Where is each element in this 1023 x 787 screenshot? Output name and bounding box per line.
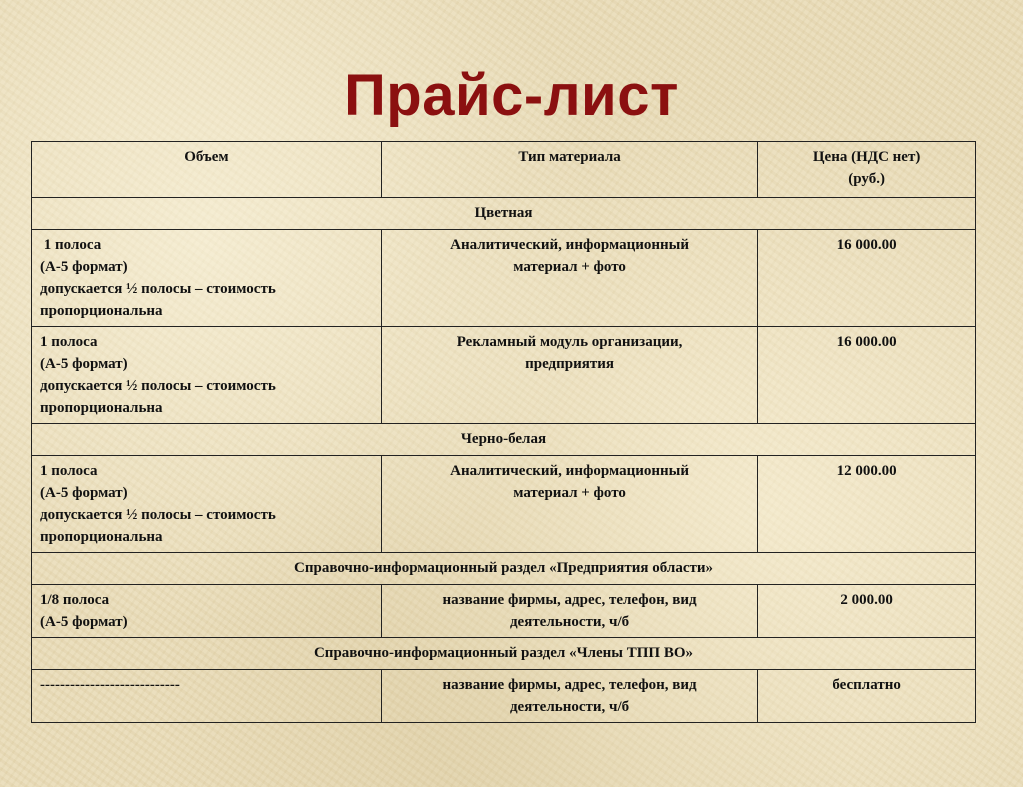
- volume-line: (А-5 формат): [40, 614, 128, 630]
- volume-line: 1/8 полоса: [40, 592, 110, 608]
- volume-line: (А-5 формат): [40, 485, 128, 501]
- price-table: [31, 141, 976, 723]
- material-cell: [381, 456, 757, 553]
- material-line: материал + фото: [513, 259, 626, 275]
- volume-cell: [32, 327, 382, 424]
- section-directory-enterprises: Справочно-информационный раздел «Предприятия области»: [32, 553, 976, 585]
- volume-cell: [32, 670, 382, 723]
- material-line: деятельности, ч/б: [509, 699, 630, 715]
- price-cell: бесплатно: [758, 670, 976, 723]
- section-row-color: [32, 198, 976, 230]
- material-cell: [381, 327, 757, 424]
- price-cell: 16 000.00: [758, 230, 976, 327]
- section-black-white: Черно-белая: [32, 424, 976, 456]
- material-cell: [381, 230, 757, 327]
- table-row: [32, 456, 976, 553]
- volume-line: 1 полоса: [40, 463, 98, 479]
- material-cell: [381, 670, 757, 723]
- volume-line: допускается ½ полосы – стоимость: [40, 378, 276, 394]
- table-row: [32, 230, 976, 327]
- price-cell: 2 000.00: [758, 585, 976, 638]
- volume-line: 1 полоса: [40, 334, 98, 350]
- volume-line: (А-5 формат): [40, 356, 128, 372]
- page-title: Прайс-лист: [344, 63, 679, 128]
- material-line: деятельности, ч/б: [509, 614, 630, 630]
- header-price: [758, 142, 976, 198]
- header-material-type: Тип материала: [381, 142, 757, 198]
- table-row: [32, 327, 976, 424]
- volume-line: пропорциональна: [40, 529, 163, 545]
- volume-line: ----------------------------: [40, 677, 180, 693]
- material-line: название фирмы, адрес, телефон, вид: [442, 677, 697, 693]
- price-cell: 16 000.00: [758, 327, 976, 424]
- material-line: предприятия: [525, 356, 614, 372]
- volume-line: допускается ½ полосы – стоимость: [40, 507, 276, 523]
- header-price-line2: (руб.): [848, 171, 885, 187]
- header-price-line1: Цена (НДС нет): [812, 149, 921, 165]
- material-line: материал + фото: [513, 485, 626, 501]
- volume-cell: [32, 456, 382, 553]
- material-line: название фирмы, адрес, телефон, вид: [442, 592, 697, 608]
- material-cell: [381, 585, 757, 638]
- table-row: [32, 585, 976, 638]
- material-line: Аналитический, информационный: [450, 237, 689, 253]
- volume-cell: [32, 230, 382, 327]
- section-row-bw: [32, 424, 976, 456]
- volume-line: пропорциональна: [40, 303, 163, 319]
- volume-line: (А-5 формат): [40, 259, 128, 275]
- material-line: Аналитический, информационный: [450, 463, 689, 479]
- material-line: Рекламный модуль организации,: [456, 334, 683, 350]
- section-directory-members: Справочно-информационный раздел «Члены ТПП ВО»: [32, 638, 976, 670]
- volume-line: 1 полоса: [40, 237, 102, 253]
- section-row-directory-enterprises: [32, 553, 976, 585]
- price-cell: 12 000.00: [758, 456, 976, 553]
- header-volume: Объем: [32, 142, 382, 198]
- volume-line: допускается ½ полосы – стоимость: [40, 281, 276, 297]
- section-color: Цветная: [32, 198, 976, 230]
- table-header-row: [32, 142, 976, 198]
- volume-line: пропорциональна: [40, 400, 163, 416]
- section-row-directory-members: [32, 638, 976, 670]
- volume-cell: [32, 585, 382, 638]
- table-row: [32, 670, 976, 723]
